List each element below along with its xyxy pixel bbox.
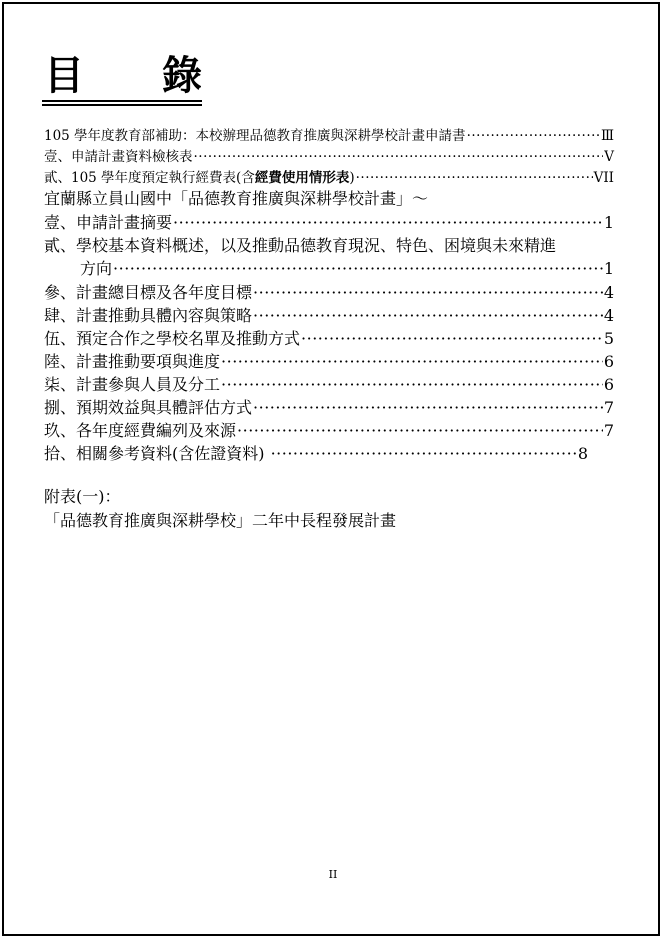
toc-leader-dots [237, 421, 603, 440]
toc-entry-label: 柒、計畫參與人員及分工 [44, 375, 221, 394]
toc-entry-label [44, 166, 355, 186]
toc-entry-application[interactable] [44, 124, 614, 144]
toc-entry-6[interactable] [44, 349, 614, 372]
toc-label-part-a: 貳、105 學年度預定執行經費表(含 [44, 170, 255, 186]
toc-entry-label: 玖、各年度經費編列及來源 [44, 421, 237, 440]
toc-entry-page: VII [593, 170, 614, 186]
toc-entry-label: 壹、申請計畫摘要 [44, 213, 173, 232]
toc-leader-dots [271, 444, 577, 463]
toc-entry-10[interactable] [44, 441, 588, 464]
toc-entry-label: 伍、預定合作之學校名單及推動方式 [44, 329, 301, 348]
toc-entry-5[interactable] [44, 326, 614, 349]
title-char-2: 錄 [162, 53, 202, 99]
toc-entry-page: 1 [603, 259, 614, 278]
toc-leader-dots [301, 329, 603, 348]
toc-entry-page: 4 [603, 306, 614, 325]
toc-entry-label: 參、計畫總目標及各年度目標 [44, 283, 253, 302]
toc-entry-page: 4 [603, 283, 614, 302]
toc-leader-dots [173, 213, 603, 232]
toc-entry-checklist[interactable] [44, 145, 614, 165]
toc-entry-label: 拾、相關參考資料(含佐證資料) [44, 444, 270, 463]
toc-leader-dots [253, 306, 603, 325]
toc-entry-7[interactable] [44, 372, 614, 395]
toc-leader-dots [356, 170, 593, 186]
toc-entry-page: 7 [603, 421, 614, 440]
toc-leader-dots [253, 398, 603, 417]
title-char-1: 目 [44, 53, 84, 99]
section-heading: 宜蘭縣立員山國中「品德教育推廣與深耕學校計畫」～ [44, 189, 429, 208]
appendix-item[interactable]: 「品德教育推廣與深耕學校」二年中長程發展計畫 [44, 511, 397, 530]
toc-entry-2[interactable] [80, 256, 614, 279]
page-number: II [328, 868, 338, 881]
toc-entry-label: 肆、計畫推動具體內容與策略 [44, 306, 253, 325]
toc-entry-9[interactable] [44, 418, 614, 441]
toc-label-bold: 經費使用情形表 [254, 170, 350, 186]
toc-leader-dots [253, 283, 603, 302]
appendix-heading: 附表(一)： [44, 487, 121, 506]
toc-entry-label: 壹、申請計畫資料檢核表 [44, 149, 193, 165]
toc-entry-1[interactable] [44, 210, 614, 233]
toc-entry-4[interactable] [44, 303, 614, 326]
toc-entry-budget[interactable] [44, 166, 614, 186]
toc-entry-label: 陸、計畫推動要項與進度 [44, 352, 221, 371]
toc-entry-page: 6 [603, 352, 614, 371]
toc-entry-page: 1 [603, 213, 614, 232]
toc-leader-dots [221, 375, 603, 394]
toc-entry-2-label[interactable]: 貳、學校基本資料概述，以及推動品德教育現況、特色、困境與未來精進 [44, 236, 557, 255]
toc-entry-page: Ⅲ [600, 128, 614, 144]
toc-leader-dots [221, 352, 603, 371]
toc-entry-label: 105 學年度教育部補助：本校辦理品德教育推廣與深耕學校計畫申請書 [44, 128, 466, 144]
toc-entry-3[interactable] [44, 280, 614, 303]
toc-entry-page: 7 [603, 398, 614, 417]
toc-entry-8[interactable] [44, 395, 614, 418]
toc-label-part-c: ) [349, 170, 355, 186]
toc-entry-page: V [604, 149, 614, 165]
toc-leader-dots [467, 128, 600, 144]
toc-leader-dots [194, 149, 604, 165]
toc-entry-page: 6 [603, 375, 614, 394]
toc-entry-label-continuation: 方向 [80, 259, 113, 278]
toc-entry-page: 5 [603, 329, 614, 348]
toc-entry-label: 捌、預期效益與具體評估方式 [44, 398, 253, 417]
toc-leader-dots [113, 259, 603, 278]
title-underline [42, 100, 202, 106]
toc-entry-page: 8 [577, 444, 588, 463]
